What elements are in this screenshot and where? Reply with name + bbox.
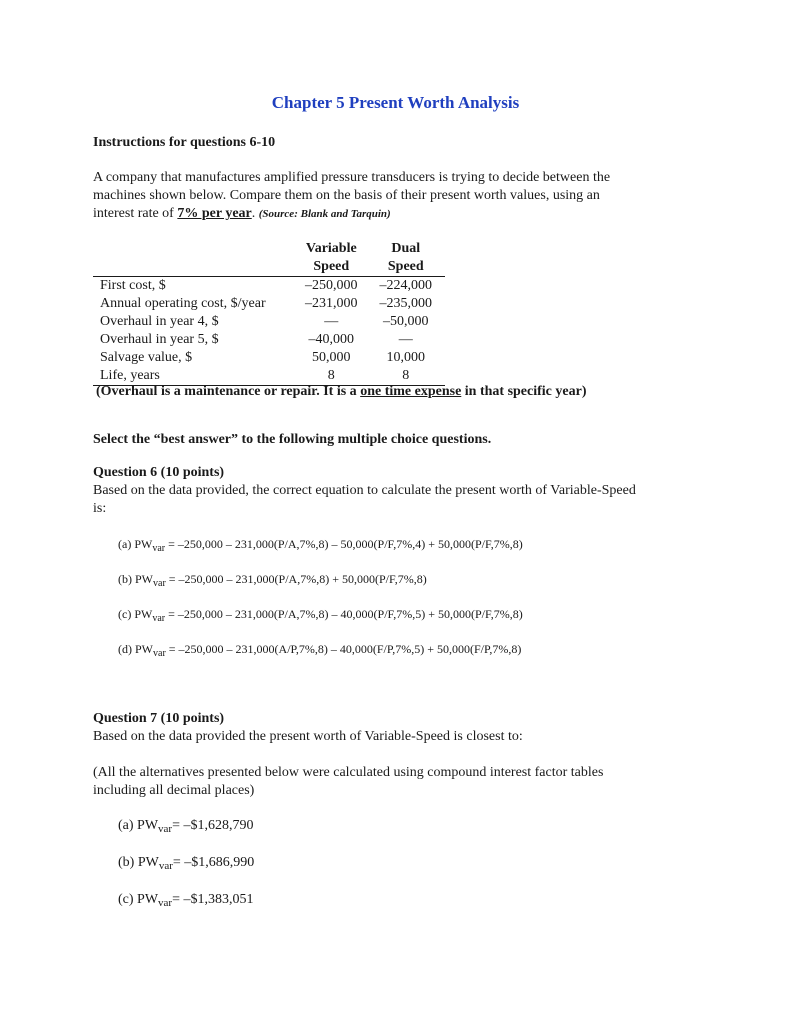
- note-suffix: in that specific year): [461, 384, 587, 399]
- intro-paragraph: [93, 169, 713, 223]
- option-expression: = –250,000 – 231,000(P/A,7%,8) – 50,000(P/F,7%,4) + 50,000(P/F,7%,8): [165, 537, 523, 551]
- table-row: [93, 295, 445, 313]
- q7-option-a[interactable]: [118, 818, 254, 835]
- option-expression: = –250,000 – 231,000(A/P,7%,8) – 40,000(F/P,7%,5) + 50,000(F/P,7%,8): [165, 642, 522, 656]
- col-header-dual-speed: Speed: [387, 259, 424, 274]
- row-label: Annual operating cost, $/year: [100, 296, 266, 311]
- option-label: (b) PW: [118, 855, 159, 870]
- option-expression: = –$1,383,051: [172, 892, 254, 907]
- question-6-line-2: is:: [93, 501, 107, 516]
- note-prefix: (Overhaul is a maintenance or repair. It is a: [96, 384, 361, 399]
- option-subscript: var: [158, 823, 173, 835]
- question-7-note-line-2: including all decimal places): [93, 783, 255, 798]
- option-label: (a) PW: [118, 537, 153, 551]
- question-6-heading: Question 6 (10 points): [93, 465, 225, 480]
- option-subscript: var: [158, 860, 173, 872]
- option-subscript: var: [152, 543, 166, 554]
- cell-variable: –40,000: [308, 332, 355, 347]
- page-title: Chapter 5 Present Worth Analysis: [271, 93, 520, 112]
- option-expression: = –$1,628,790: [172, 818, 254, 833]
- table-row: [93, 313, 445, 331]
- row-label: Life, years: [100, 368, 160, 383]
- cell-variable: —: [324, 314, 339, 329]
- row-label: First cost, $: [100, 278, 166, 293]
- option-label: (c) PW: [118, 607, 153, 621]
- question-7-note-line-1: (All the alternatives presented below were calculated using compound interest factor tables: [93, 765, 604, 780]
- option-label: (b) PW: [118, 572, 153, 586]
- cell-dual: 10,000: [386, 350, 426, 365]
- source-citation: (Source: Blank and Tarquin): [258, 208, 391, 220]
- q6-option-c[interactable]: [118, 607, 523, 624]
- option-label: (c) PW: [118, 892, 159, 907]
- option-label: (a) PW: [118, 818, 159, 833]
- option-label: (d) PW: [118, 642, 153, 656]
- question-7-note: [93, 764, 713, 800]
- intro-line-2: machines shown below. Compare them on the basis of their present worth values, using an: [93, 188, 600, 203]
- select-heading: Select the “best answer” to the following multiple choice questions.: [93, 432, 492, 447]
- cell-dual: —: [398, 332, 413, 347]
- table-row: [93, 349, 445, 367]
- table-row: [93, 276, 445, 295]
- cell-variable: –231,000: [305, 296, 358, 311]
- option-subscript: var: [152, 613, 166, 624]
- question-6-line-1: Based on the data provided, the correct equation to calculate the present worth of Variable-Speed: [93, 483, 636, 498]
- option-expression: = –$1,686,990: [172, 855, 255, 870]
- cell-dual: –50,000: [383, 314, 429, 329]
- row-label: Overhaul in year 5, $: [100, 332, 219, 347]
- instructions-heading: Instructions for questions 6-10: [93, 135, 276, 150]
- intro-line-3-dot: .: [251, 206, 259, 221]
- q7-option-c[interactable]: [118, 892, 254, 909]
- q6-option-a[interactable]: [118, 537, 523, 554]
- q6-option-b[interactable]: [118, 572, 427, 589]
- data-table: [93, 240, 445, 386]
- option-expression: = –250,000 – 231,000(P/A,7%,8) – 40,000(P/F,7%,5) + 50,000(P/F,7%,8): [165, 607, 523, 621]
- question-6-text: [93, 482, 723, 518]
- intro-line-1: A company that manufactures amplified pressure transducers is trying to decide between the: [93, 170, 611, 185]
- cell-dual: –224,000: [379, 278, 433, 293]
- option-expression: = –250,000 – 231,000(P/A,7%,8) + 50,000(P/F,7%,8): [165, 572, 427, 586]
- col-header-variable: Variable: [305, 241, 357, 256]
- table-header-row-2: [93, 258, 445, 276]
- intro-line-3: [93, 205, 713, 223]
- interest-rate: 7% per year: [177, 206, 252, 221]
- cell-variable: 50,000: [312, 350, 351, 365]
- table-row: [93, 331, 445, 349]
- col-header-variable-speed: Speed: [313, 259, 350, 274]
- cell-variable: 8: [327, 368, 335, 383]
- overhaul-note: [96, 384, 586, 400]
- cell-dual: 8: [402, 368, 410, 383]
- row-label: Overhaul in year 4, $: [100, 314, 219, 329]
- q6-option-d[interactable]: [118, 642, 521, 659]
- option-subscript: var: [153, 578, 166, 589]
- note-emphasis: one time expense: [360, 384, 462, 399]
- row-label: Salvage value, $: [100, 350, 193, 365]
- question-7-text: Based on the data provided the present worth of Variable-Speed is closest to:: [93, 729, 523, 744]
- cell-variable: –250,000: [305, 278, 358, 293]
- option-subscript: var: [153, 648, 166, 659]
- intro-line-3-prefix: interest rate of: [93, 206, 178, 221]
- option-subscript: var: [158, 897, 173, 909]
- col-header-dual: Dual: [391, 241, 421, 256]
- table-header-row-1: [93, 240, 445, 258]
- question-7-heading: Question 7 (10 points): [93, 711, 225, 726]
- q7-option-b[interactable]: [118, 855, 254, 872]
- cell-dual: –235,000: [379, 296, 433, 311]
